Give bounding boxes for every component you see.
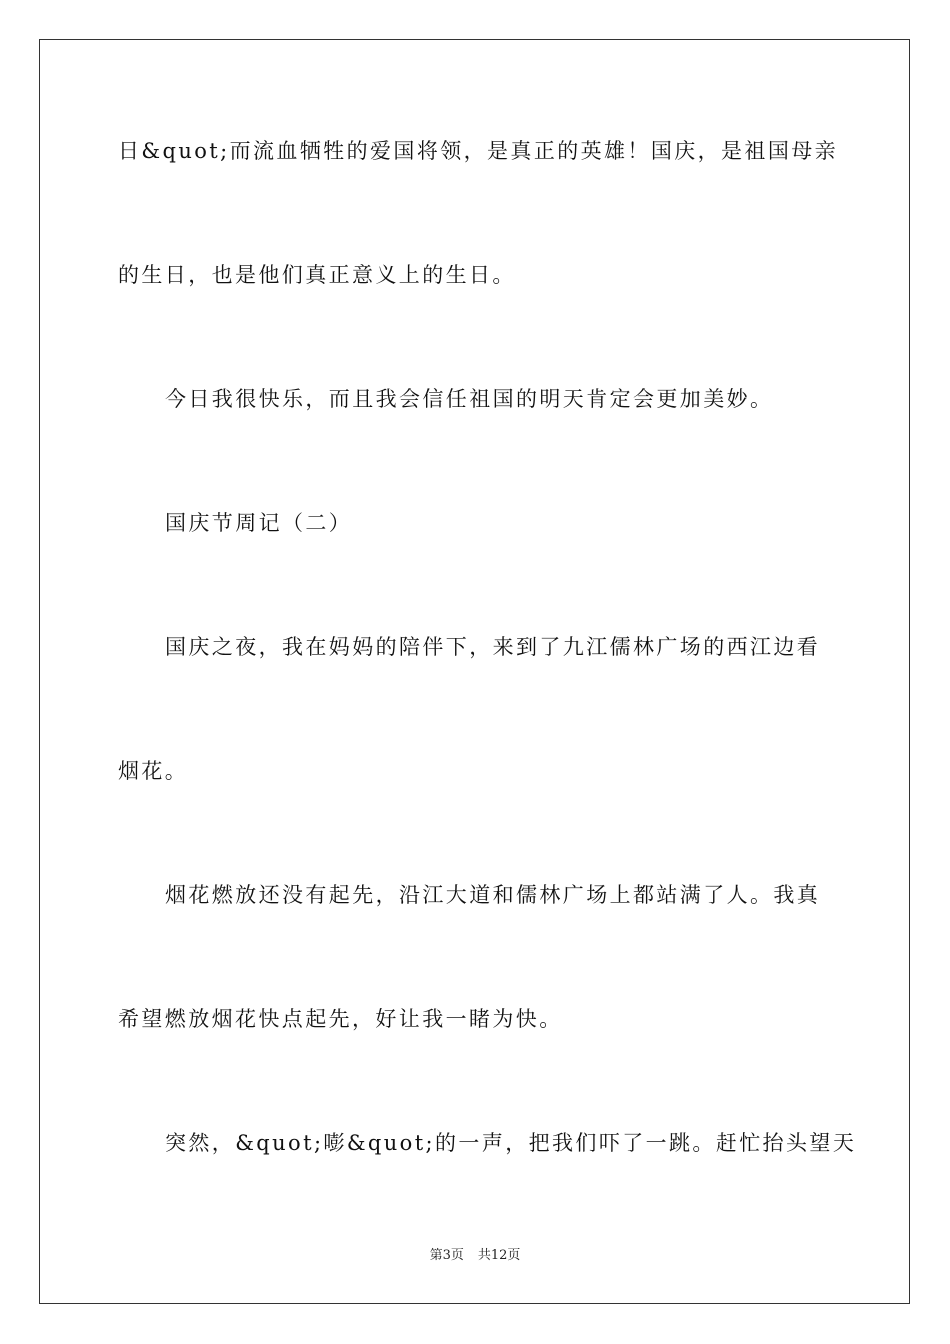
page-footer xyxy=(0,1247,950,1265)
body-line-6: 烟花。 xyxy=(118,759,189,783)
page-number: 第3页 xyxy=(429,1248,464,1263)
page-border xyxy=(39,39,910,1304)
body-line-9: 突然，&quot;嘭&quot;的一声，把我们吓了一跳。赶忙抬头望天 xyxy=(165,1131,857,1155)
body-line-7: 烟花燃放还没有起先，沿江大道和儒林广场上都站满了人。我真 xyxy=(165,883,821,907)
section-heading: 国庆节周记（二） xyxy=(165,511,353,535)
body-line-5: 国庆之夜，我在妈妈的陪伴下，来到了九江儒林广场的西江边看 xyxy=(165,635,821,659)
body-line-8: 希望燃放烟花快点起先，好让我一睹为快。 xyxy=(118,1007,563,1031)
body-line-3: 今日我很快乐，而且我会信任祖国的明天肯定会更加美妙。 xyxy=(165,387,774,411)
body-line-1: 日&quot;而流血牺牲的爱国将领，是真正的英雄！国庆，是祖国母亲 xyxy=(118,139,839,163)
page-total: 共12页 xyxy=(477,1248,521,1263)
body-line-2: 的生日，也是他们真正意义上的生日。 xyxy=(118,263,516,287)
